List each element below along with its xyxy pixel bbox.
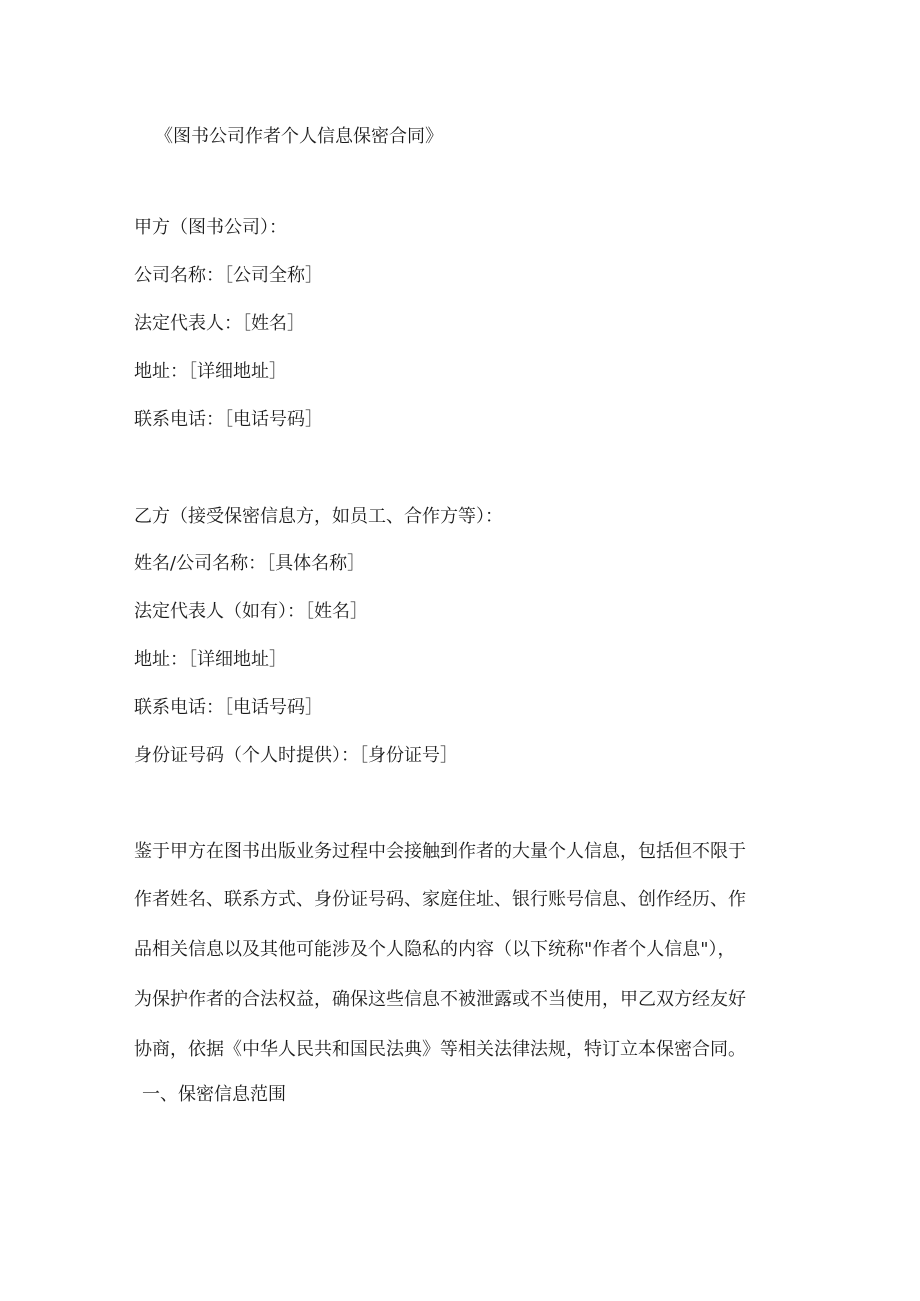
preamble-line: 协商，依据《中华人民共和国民法典》等相关法律法规，特订立本保密合同。 (134, 1039, 746, 1060)
party-a-company-name: 公司名称：［公司全称］ (134, 265, 323, 286)
preamble-line: 鉴于甲方在图书出版业务过程中会接触到作者的大量个人信息，包括但不限于 (134, 841, 746, 862)
party-a-phone: 联系电话：［电话号码］ (134, 409, 323, 430)
preamble-line: 为保护作者的合法权益，确保这些信息不被泄露或不当使用，甲乙双方经友好 (134, 989, 746, 1010)
preamble-line: 品相关信息以及其他可能涉及个人隐私的内容（以下统称"作者个人信息"）， (134, 939, 736, 960)
document-title: 《图书公司作者个人信息保密合同》 (155, 126, 443, 147)
party-b-phone: 联系电话：［电话号码］ (134, 697, 323, 718)
section-heading: 一、保密信息范围 (142, 1084, 286, 1105)
party-b-heading: 乙方（接受保密信息方，如员工、合作方等）： (134, 506, 503, 527)
preamble-line: 作者姓名、联系方式、身份证号码、家庭住址、银行账号信息、创作经历、作 (134, 889, 746, 910)
party-a-legal-rep: 法定代表人：［姓名］ (134, 313, 305, 334)
party-b-legal-rep: 法定代表人（如有）：［姓名］ (134, 601, 368, 622)
preamble-paragraph (134, 840, 746, 1062)
party-b-name: 姓名/公司名称：［具体名称］ (134, 553, 366, 574)
party-a-heading: 甲方（图书公司）： (134, 217, 287, 238)
party-a-address: 地址：［详细地址］ (134, 361, 287, 382)
party-b-id-number: 身份证号码（个人时提供）：［身份证号］ (134, 745, 458, 766)
party-b-address: 地址：［详细地址］ (134, 649, 287, 670)
